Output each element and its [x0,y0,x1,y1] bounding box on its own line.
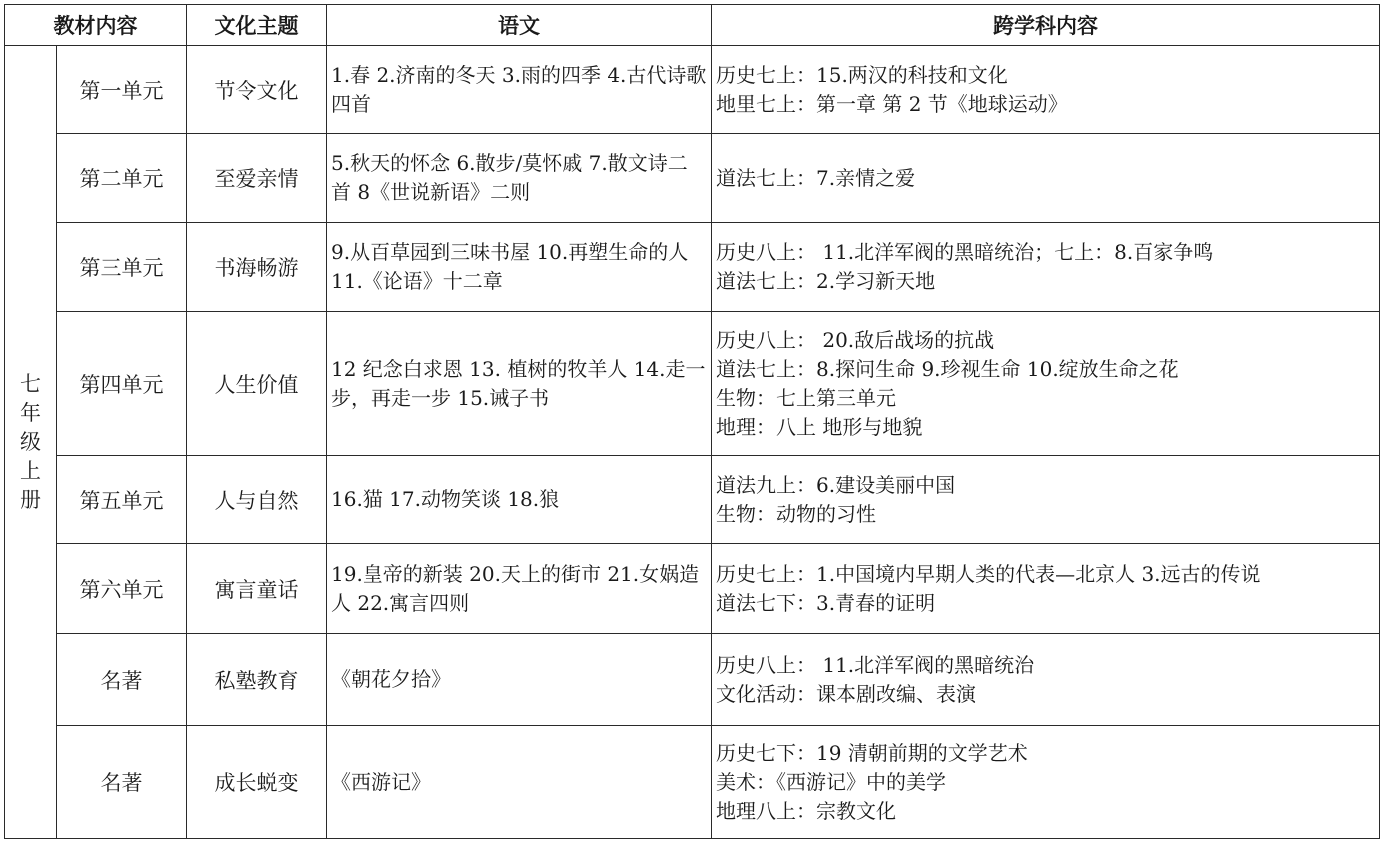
unit-cell: 名著 [57,726,187,839]
table-row [5,134,1380,222]
unit-cell: 名著 [57,633,187,725]
cross-line: 历史七下：19 清朝前期的文学艺术 [716,740,1028,765]
header-row [5,5,1380,46]
cross-line: 生物：七上第三单元 [716,385,896,410]
cross-cell [712,633,1380,725]
cross-line: 地理八上：宗教文化 [716,798,896,823]
unit-cell: 第一单元 [57,46,187,134]
cross-cell [712,46,1380,134]
chinese-cell: 9.从百草园到三味书屋 10.再塑生命的人 11.《论语》十二章 [327,222,712,311]
cross-line: 历史八上： 11.北洋军阀的黑暗统治 [716,652,1035,677]
cross-cell [712,222,1380,311]
theme-cell: 成长蜕变 [187,726,327,839]
unit-cell: 第六单元 [57,544,187,633]
cross-line: 道法九上：6.建设美丽中国 [716,472,956,497]
chinese-cell: 16.猫 17.动物笑谈 18.狼 [327,456,712,544]
theme-cell: 私塾教育 [187,633,327,725]
cross-line: 地理：八上 地形与地貌 [716,414,923,439]
header-cross: 跨学科内容 [712,5,1380,46]
curriculum-table [4,4,1380,839]
theme-cell: 寓言童话 [187,544,327,633]
cross-line: 道法七下：3.青春的证明 [716,590,936,615]
table-row [5,222,1380,311]
theme-cell: 至爱亲情 [187,134,327,222]
chinese-cell: 12 纪念白求恩 13. 植树的牧羊人 14.走一步，再走一步 15.诫子书 [327,312,712,456]
theme-cell: 书海畅游 [187,222,327,311]
cross-line: 道法七上：7.亲情之爱 [716,165,916,190]
theme-cell: 人生价值 [187,312,327,456]
cross-line: 道法七上：8.探问生命 9.珍视生命 10.绽放生命之花 [716,356,1179,381]
cross-line: 历史七上：15.两汉的科技和文化 [716,62,1008,87]
table-row [5,456,1380,544]
table-row [5,633,1380,725]
chinese-cell: 1.春 2.济南的冬天 3.雨的四季 4.古代诗歌四首 [327,46,712,134]
header-material: 教材内容 [5,5,187,46]
cross-line: 生物：动物的习性 [716,501,876,526]
cross-line: 历史八上： 20.敌后战场的抗战 [716,327,995,352]
chinese-cell: 《朝花夕拾》 [327,633,712,725]
header-chinese: 语文 [327,5,712,46]
unit-cell: 第四单元 [57,312,187,456]
cross-line: 文化活动：课本剧改编、表演 [716,681,976,706]
cross-cell [712,456,1380,544]
table-row [5,46,1380,134]
theme-cell: 人与自然 [187,456,327,544]
table-row [5,544,1380,633]
cross-cell [712,544,1380,633]
grade-label: 七年级上册 [20,371,41,512]
table-row [5,312,1380,456]
cross-line: 美术：《西游记》中的美学 [716,769,946,794]
chinese-cell: 《西游记》 [327,726,712,839]
chinese-cell: 19.皇帝的新装 20.天上的街市 21.女娲造人 22.寓言四则 [327,544,712,633]
cross-cell [712,726,1380,839]
unit-cell: 第二单元 [57,134,187,222]
cross-line: 地里七上：第一章 第 2 节《地球运动》 [716,91,1068,116]
cross-line: 历史七上：1.中国境内早期人类的代表—北京人 3.远古的传说 [716,561,1261,586]
chinese-cell: 5.秋天的怀念 6.散步/莫怀戚 7.散文诗二首 8《世说新语》二则 [327,134,712,222]
table-row [5,726,1380,839]
grade-cell [5,46,57,839]
unit-cell: 第五单元 [57,456,187,544]
theme-cell: 节令文化 [187,46,327,134]
header-theme: 文化主题 [187,5,327,46]
cross-line: 历史八上： 11.北洋军阀的黑暗统治；七上：8.百家争鸣 [716,240,1214,265]
unit-cell: 第三单元 [57,222,187,311]
cross-line: 道法七上：2.学习新天地 [716,269,936,294]
cross-cell [712,312,1380,456]
cross-cell [712,134,1380,222]
